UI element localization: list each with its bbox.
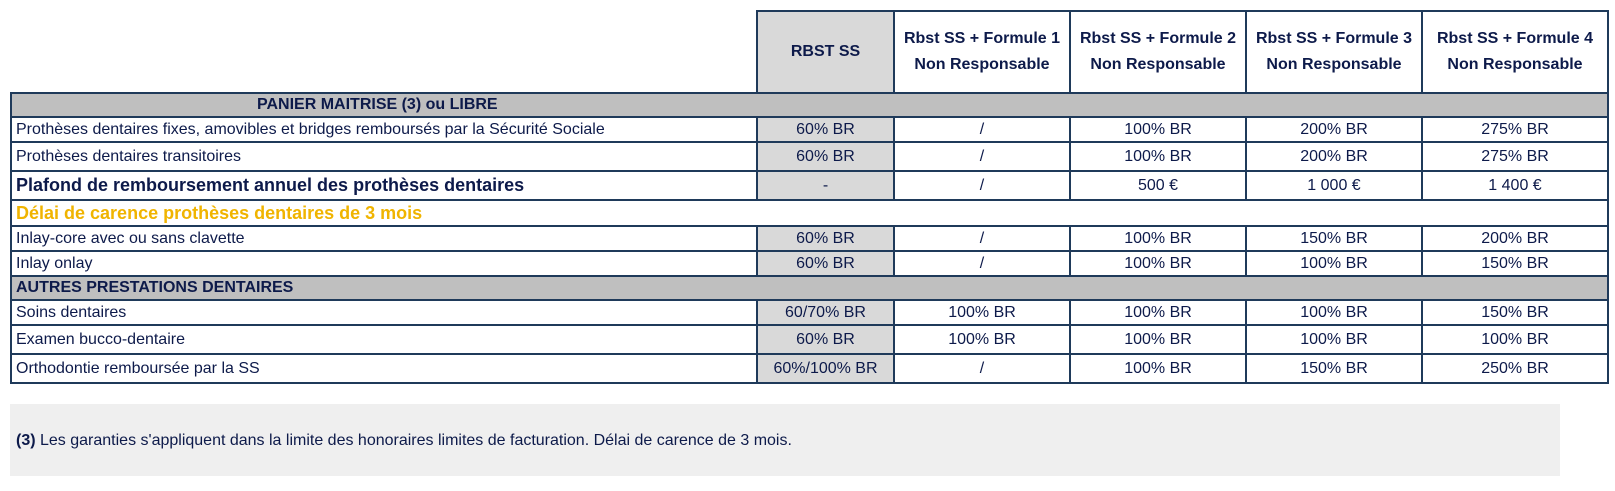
cell-rbst-ss: 60% BR xyxy=(757,325,894,354)
table-row xyxy=(11,226,1608,251)
waiting-period-note: Délai de carence prothèses dentaires de 3 mois xyxy=(11,200,1608,226)
cell-formule-2: 100% BR xyxy=(1070,251,1246,276)
cell-formule-1: / xyxy=(894,226,1070,251)
header-blank-cell xyxy=(11,11,757,93)
cell-rbst-ss: 60% BR xyxy=(757,251,894,276)
cell-formule-1: / xyxy=(894,171,1070,200)
cell-formule-4: 200% BR xyxy=(1422,226,1608,251)
section-panier-maitrise xyxy=(11,93,1608,117)
row-label: Soins dentaires xyxy=(11,300,757,325)
header-rbst-ss: RBST SS xyxy=(757,11,894,93)
cell-formule-1: / xyxy=(894,117,1070,142)
cell-formule-3: 200% BR xyxy=(1246,117,1422,142)
table-row xyxy=(11,354,1608,383)
section-title: AUTRES PRESTATIONS DENTAIRES xyxy=(11,276,1608,300)
header-formule-3: Rbst SS + Formule 3 Non Responsable xyxy=(1246,11,1422,93)
table-row xyxy=(11,117,1608,142)
table-row xyxy=(11,142,1608,171)
cell-formule-3: 200% BR xyxy=(1246,142,1422,171)
cell-formule-1: / xyxy=(894,354,1070,383)
guarantees-table-wrap xyxy=(10,10,1609,384)
section-autres-prestations xyxy=(11,276,1608,300)
cell-formule-1: 100% BR xyxy=(894,325,1070,354)
table-header-row xyxy=(11,11,1608,93)
cell-rbst-ss: 60% BR xyxy=(757,226,894,251)
row-label: Prothèses dentaires fixes, amovibles et bridges remboursés par la Sécurité Sociale xyxy=(11,117,757,142)
cell-formule-2: 100% BR xyxy=(1070,325,1246,354)
cell-formule-4: 100% BR xyxy=(1422,325,1608,354)
cell-rbst-ss: 60% BR xyxy=(757,142,894,171)
footnote-text xyxy=(16,432,792,450)
cell-formule-3: 100% BR xyxy=(1246,251,1422,276)
cell-formule-1: / xyxy=(894,251,1070,276)
cell-rbst-ss: 60%/100% BR xyxy=(757,354,894,383)
cell-formule-2: 100% BR xyxy=(1070,117,1246,142)
footnote-box xyxy=(10,404,1560,476)
cell-formule-3: 100% BR xyxy=(1246,300,1422,325)
cell-formule-1: / xyxy=(894,142,1070,171)
row-label: Orthodontie remboursée par la SS xyxy=(11,354,757,383)
cell-formule-3: 150% BR xyxy=(1246,226,1422,251)
cell-formule-4: 150% BR xyxy=(1422,251,1608,276)
header-formule-4: Rbst SS + Formule 4 Non Responsable xyxy=(1422,11,1608,93)
cell-formule-2: 100% BR xyxy=(1070,300,1246,325)
footnote-body: Les garanties s'appliquent dans la limite des honoraires limites de facturation. Délai de carence de 3 mois. xyxy=(35,432,792,449)
table-row xyxy=(11,251,1608,276)
table-row xyxy=(11,325,1608,354)
table-row xyxy=(11,300,1608,325)
dental-guarantees-table xyxy=(10,10,1609,384)
row-label: Inlay onlay xyxy=(11,251,757,276)
cell-rbst-ss: 60/70% BR xyxy=(757,300,894,325)
cell-formule-3: 100% BR xyxy=(1246,325,1422,354)
cell-formule-4: 1 400 € xyxy=(1422,171,1608,200)
cell-formule-4: 275% BR xyxy=(1422,142,1608,171)
cell-formule-4: 150% BR xyxy=(1422,300,1608,325)
cell-formule-4: 250% BR xyxy=(1422,354,1608,383)
header-formule-1: Rbst SS + Formule 1 Non Responsable xyxy=(894,11,1070,93)
row-label: Inlay-core avec ou sans clavette xyxy=(11,226,757,251)
footnote-ref: (3) xyxy=(16,432,36,449)
cell-rbst-ss: 60% BR xyxy=(757,117,894,142)
waiting-period-note-row xyxy=(11,200,1608,226)
cell-formule-2: 100% BR xyxy=(1070,354,1246,383)
cell-formule-2: 100% BR xyxy=(1070,142,1246,171)
row-label: Examen bucco-dentaire xyxy=(11,325,757,354)
cell-rbst-ss: - xyxy=(757,171,894,200)
cell-formule-4: 275% BR xyxy=(1422,117,1608,142)
cell-formule-1: 100% BR xyxy=(894,300,1070,325)
cell-formule-2: 500 € xyxy=(1070,171,1246,200)
row-label: Plafond de remboursement annuel des prothèses dentaires xyxy=(11,171,757,200)
table-row xyxy=(11,171,1608,200)
header-formule-2: Rbst SS + Formule 2 Non Responsable xyxy=(1070,11,1246,93)
row-label: Prothèses dentaires transitoires xyxy=(11,142,757,171)
cell-formule-2: 100% BR xyxy=(1070,226,1246,251)
section-title: PANIER MAITRISE (3) ou LIBRE xyxy=(11,93,1608,117)
cell-formule-3: 1 000 € xyxy=(1246,171,1422,200)
cell-formule-3: 150% BR xyxy=(1246,354,1422,383)
